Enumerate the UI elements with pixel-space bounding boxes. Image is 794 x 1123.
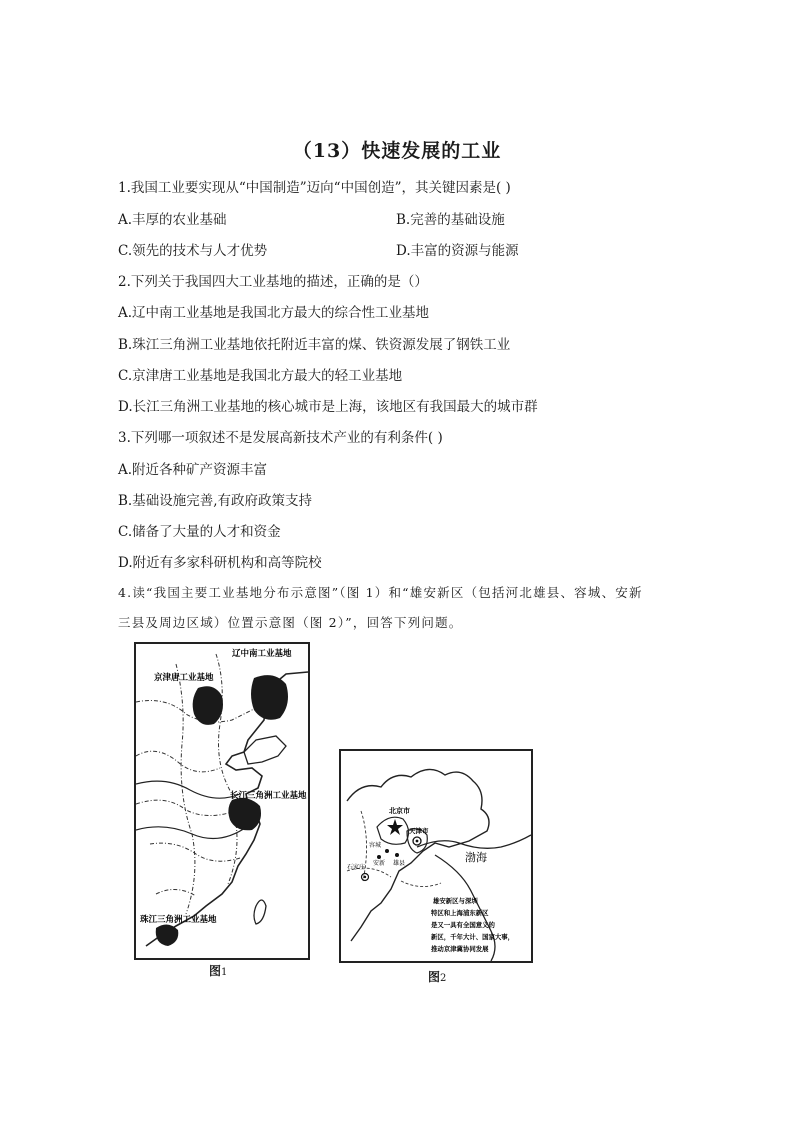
figure-2-caption: 图2 xyxy=(428,970,447,984)
question-4-line-2: 三县及周边区域）位置示意图（图 2）”，回答下列问题。 xyxy=(118,615,463,630)
beijing-star-icon xyxy=(387,819,403,835)
label-anxin: 安新 xyxy=(373,860,386,867)
jingjintang-base-area xyxy=(193,686,223,725)
figure-1-caption: 图1 xyxy=(209,964,228,978)
label-zhujiang: 珠江三角洲工业基地 xyxy=(140,915,217,925)
question-2-option-a[interactable]: A.辽中南工业基地是我国北方最大的综合性工业基地 xyxy=(118,305,430,321)
note-line-1: 雄安新区与深圳 xyxy=(433,897,478,905)
bohai-coast xyxy=(417,835,531,848)
note-line-3: 是又一具有全国意义的 xyxy=(431,921,495,929)
question-3-stem: 3.下列哪一项叙述不是发展高新技术产业的有利条件( ) xyxy=(118,430,443,446)
rongcheng-dot-icon xyxy=(385,849,389,853)
yellow-river xyxy=(136,781,240,798)
question-1-option-a[interactable]: A.丰厚的农业基础 xyxy=(118,212,227,228)
note-line-2: 特区和上海浦东新区 xyxy=(431,909,489,917)
tianjin-center-dot-icon xyxy=(416,840,419,843)
label-bohai: 渤海 xyxy=(465,851,487,864)
question-3-option-d[interactable]: D.附近有多家科研机构和高等院校 xyxy=(118,555,322,571)
xiongxian-dot-icon xyxy=(395,853,399,857)
label-liaozhongnan: 辽中南工业基地 xyxy=(232,649,292,659)
question-1-option-c[interactable]: C.领先的技术与人才优势 xyxy=(118,243,268,259)
question-3-option-b[interactable]: B.基础设施完善,有政府政策支持 xyxy=(118,493,313,509)
page-title: （13）快速发展的工业 xyxy=(292,140,502,162)
question-1-option-b[interactable]: B.完善的基础设施 xyxy=(396,212,505,228)
anxin-dot-icon xyxy=(377,855,381,859)
label-rongcheng: 容城 xyxy=(369,842,382,849)
taiwan-island xyxy=(254,900,266,924)
question-2-option-b[interactable]: B.珠江三角洲工业基地依托附近丰富的煤、铁资源发展了钢铁工业 xyxy=(118,337,511,353)
question-1-option-d[interactable]: D.丰富的资源与能源 xyxy=(396,243,519,259)
figure-2-map xyxy=(339,749,533,963)
figure-1-svg xyxy=(136,644,308,958)
zhujiang-base-area xyxy=(156,924,179,946)
question-2-stem: 2.下列关于我国四大工业基地的描述，正确的是（） xyxy=(118,274,428,290)
figure-2-svg xyxy=(341,751,531,961)
coastline xyxy=(146,672,308,946)
question-2-option-c[interactable]: C.京津唐工业基地是我国北方最大的轻工业基地 xyxy=(118,368,403,384)
question-4-line-1: 4.读“我国主要工业基地分布示意图”（图 1）和“雄安新区（包括河北雄县、容城、安新 xyxy=(118,585,643,600)
changjiang-base-area xyxy=(228,798,261,830)
label-xiongxian: 雄县 xyxy=(393,860,406,867)
bohai-gulf xyxy=(244,736,286,764)
shijiazhuang-center-dot-icon xyxy=(364,876,366,878)
note-line-4: 新区，千年大计、国家大事， xyxy=(431,933,515,941)
figure-1-map xyxy=(134,642,310,960)
question-3-option-c[interactable]: C.储备了大量的人才和资金 xyxy=(118,524,281,540)
label-jingjintang: 京津唐工业基地 xyxy=(154,673,214,683)
label-shijiazhuang: 石家庄 xyxy=(347,864,366,871)
question-3-option-a[interactable]: A.附近各种矿产资源丰富 xyxy=(118,462,268,478)
question-2-option-d[interactable]: D.长江三角洲工业基地的核心城市是上海，该地区有我国最大的城市群 xyxy=(118,399,538,415)
liaozhongnan-base-area xyxy=(251,675,288,720)
label-changjiang: 长江三角洲工业基地 xyxy=(230,791,307,801)
note-line-5: 推动京津冀协同发展 xyxy=(431,945,489,953)
label-beijing: 北京市 xyxy=(389,807,410,815)
question-1-stem: 1.我国工业要实现从“中国制造”迈向“中国创造”，其关键因素是( ) xyxy=(118,180,511,196)
label-tianjin: 天津市 xyxy=(409,827,429,835)
